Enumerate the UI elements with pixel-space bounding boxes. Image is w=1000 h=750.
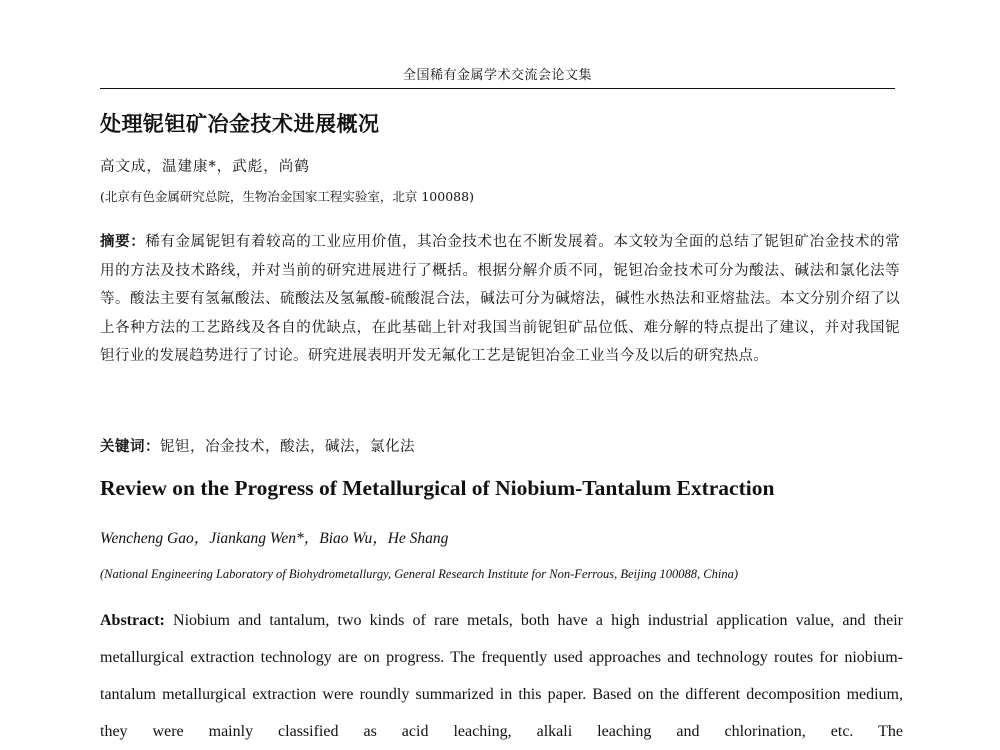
chinese-authors: 高文成，温建康*，武彪，尚鹤 [100,159,310,175]
header-rule [100,88,895,89]
english-title: Review on the Progress of Metallurgical of Niobium-Tantalum Extraction [100,476,775,500]
english-authors: Wencheng Gao，Jiankang Wen*，Biao Wu，He Shang [100,530,449,547]
chinese-title: 处理铌钽矿冶金技术进展概况 [100,111,380,136]
english-abstract-text: Niobium and tantalum, two kinds of rare metals, both have a high industrial application value, and their metallurgical extraction technology are on progress. The frequently used approaches and technology routes for niobium-tantalum metallurgical extraction were roundly summarized in this paper. Based on the different decomposition medium, they were mainly classified as acid leaching, alkali leaching and chlorination, etc. The [100,612,904,740]
chinese-keywords-text: 铌钽，冶金技术，酸法，碱法，氯化法 [160,439,415,455]
running-header: 全国稀有金属学术交流会论文集 [402,68,592,83]
chinese-abstract-text: 稀有金属铌钽有着较高的工业应用价值，其冶金技术也在不断发展着。本文较为全面的总结了铌钽矿冶金技术的常用的方法及技术路线，并对当前的研究进展进行了概括。根据分解介质不同，铌钽冶金技术可分为酸法、碱法和氯化法等等。酸法主要有氢氟酸法、硫酸法及氢氟酸-硫酸混合法，碱法可分为碱熔法，碱性水热法和亚熔盐法。本文分别介绍了以上各种方法的工艺路线及各自的优缺点，在此基础上针对我国当前铌钽矿品位低、难分解的特点提出了建议，并对我国铌钽行业的发展趋势进行了讨论。研究进展表明开发无氟化工艺是铌钽冶金工业当今及以后的研究热点。 [100,234,900,364]
chinese-keywords [100,435,415,456]
chinese-abstract-label: 摘要： [100,233,146,250]
english-abstract-label: Abstract: [100,612,165,629]
english-affiliation: (National Engineering Laboratory of Biohydrometallurgy, General Research Institute for Non-Ferrous, Beijing 100088, China) [100,567,739,581]
english-abstract [100,602,903,750]
chinese-keywords-label: 关键词： [100,438,160,455]
chinese-affiliation: (北京有色金属研究总院，生物冶金国家工程实验室，北京 100088) [100,189,474,204]
chinese-abstract [100,228,900,371]
